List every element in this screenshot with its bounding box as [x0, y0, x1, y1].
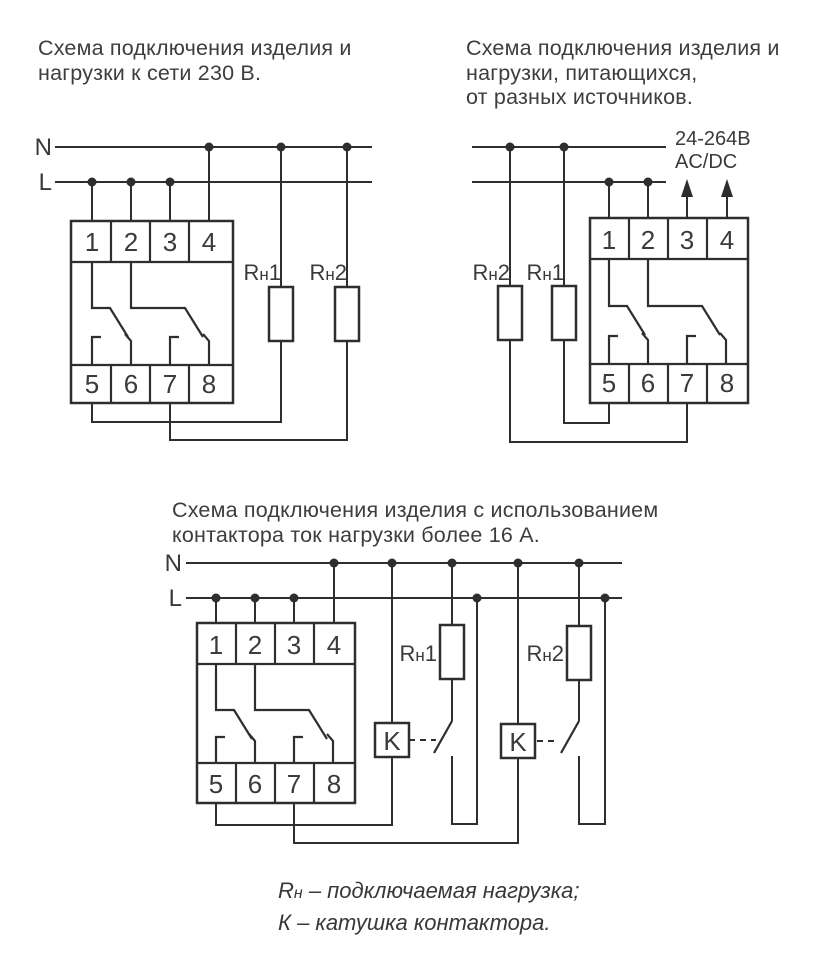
- diagram3-contactor: [165, 550, 622, 843]
- resistor-rn1: [552, 286, 576, 340]
- junction-dots: [88, 143, 352, 187]
- resistor-rn2: [567, 626, 591, 680]
- title-line: нагрузки к сети 230 В.: [38, 60, 262, 85]
- terminal-5: 5: [208, 769, 224, 799]
- terminal-7: 7: [162, 369, 178, 399]
- legend: [278, 876, 579, 937]
- contactor-contacts: [409, 721, 579, 753]
- coil-k2-label: K: [509, 727, 527, 757]
- resistor-rn1: [440, 625, 464, 679]
- supply-type-label: AC/DC: [675, 151, 738, 173]
- supply-label: [675, 128, 751, 173]
- diagram2-separate-sources: [472, 128, 751, 442]
- line-label: L: [38, 169, 52, 196]
- neutral-line-label: N: [164, 550, 182, 577]
- terminal-2: 2: [640, 225, 656, 255]
- title-line: Схема подключения изделия с использованием: [172, 498, 659, 522]
- terminal-7: 7: [679, 368, 695, 398]
- terminal-5: 5: [84, 369, 100, 399]
- load-label-rn1: Rн1: [526, 260, 564, 285]
- junction-dots: [212, 559, 610, 603]
- load-label-rn2: Rн2: [472, 260, 510, 285]
- title-line: от разных источников.: [466, 85, 694, 109]
- legend-line-coil: К – катушка контактора.: [278, 910, 551, 935]
- contactor-coils: [375, 723, 535, 758]
- terminal-3: 3: [286, 630, 302, 660]
- load-label-rn2: Rн2: [526, 641, 564, 666]
- terminal-3: 3: [679, 225, 695, 255]
- supply-voltage-label: 24-264В: [675, 128, 751, 150]
- diagram1-mains-230v: [35, 134, 372, 440]
- terminal-2: 2: [123, 227, 139, 257]
- title-line: Схема подключения изделия и: [38, 36, 352, 60]
- terminal-3: 3: [162, 227, 178, 257]
- line-label: L: [168, 585, 182, 612]
- terminal-6: 6: [123, 369, 139, 399]
- terminal-8: 8: [201, 369, 217, 399]
- power-lines: [472, 147, 666, 182]
- title-line: нагрузки, питающихся,: [466, 60, 698, 85]
- neutral-line-label: N: [34, 134, 52, 161]
- title-line: контактора ток нагрузки более 16 А.: [172, 522, 540, 547]
- terminal-1: 1: [208, 630, 224, 660]
- terminal-6: 6: [247, 769, 263, 799]
- title-line: Схема подключения изделия и: [466, 36, 780, 60]
- terminal-8: 8: [719, 368, 735, 398]
- relay-device: [71, 221, 233, 403]
- terminal-4: 4: [719, 225, 735, 255]
- load-resistors: [243, 260, 359, 341]
- resistor-rn2: [335, 287, 359, 341]
- terminal-6: 6: [640, 368, 656, 398]
- terminal-5: 5: [601, 368, 617, 398]
- junction-dots: [506, 143, 653, 187]
- terminal-8: 8: [326, 769, 342, 799]
- relay-device: [590, 218, 748, 403]
- terminal-2: 2: [247, 630, 263, 660]
- resistor-rn2: [498, 286, 522, 340]
- terminal-7: 7: [286, 769, 302, 799]
- terminal-4: 4: [326, 630, 342, 660]
- up-arrow-icon: [721, 179, 733, 197]
- relay-device: [197, 623, 355, 803]
- resistor-rn1: [269, 287, 293, 341]
- load-label-rn1: Rн1: [243, 260, 281, 285]
- load-label-rn1: Rн1: [399, 641, 437, 666]
- load-resistors: [399, 625, 591, 680]
- terminal-1: 1: [601, 225, 617, 255]
- power-lines: [35, 134, 372, 196]
- legend-line-load: Rн – подключаемая нагрузка;: [278, 878, 580, 903]
- load-label-rn2: Rн2: [309, 260, 347, 285]
- coil-k1-label: K: [383, 726, 401, 756]
- terminal-4: 4: [201, 227, 217, 257]
- terminal-1: 1: [84, 227, 100, 257]
- supply-arrows: [681, 179, 733, 218]
- load-resistors: [472, 260, 576, 340]
- up-arrow-icon: [681, 179, 693, 197]
